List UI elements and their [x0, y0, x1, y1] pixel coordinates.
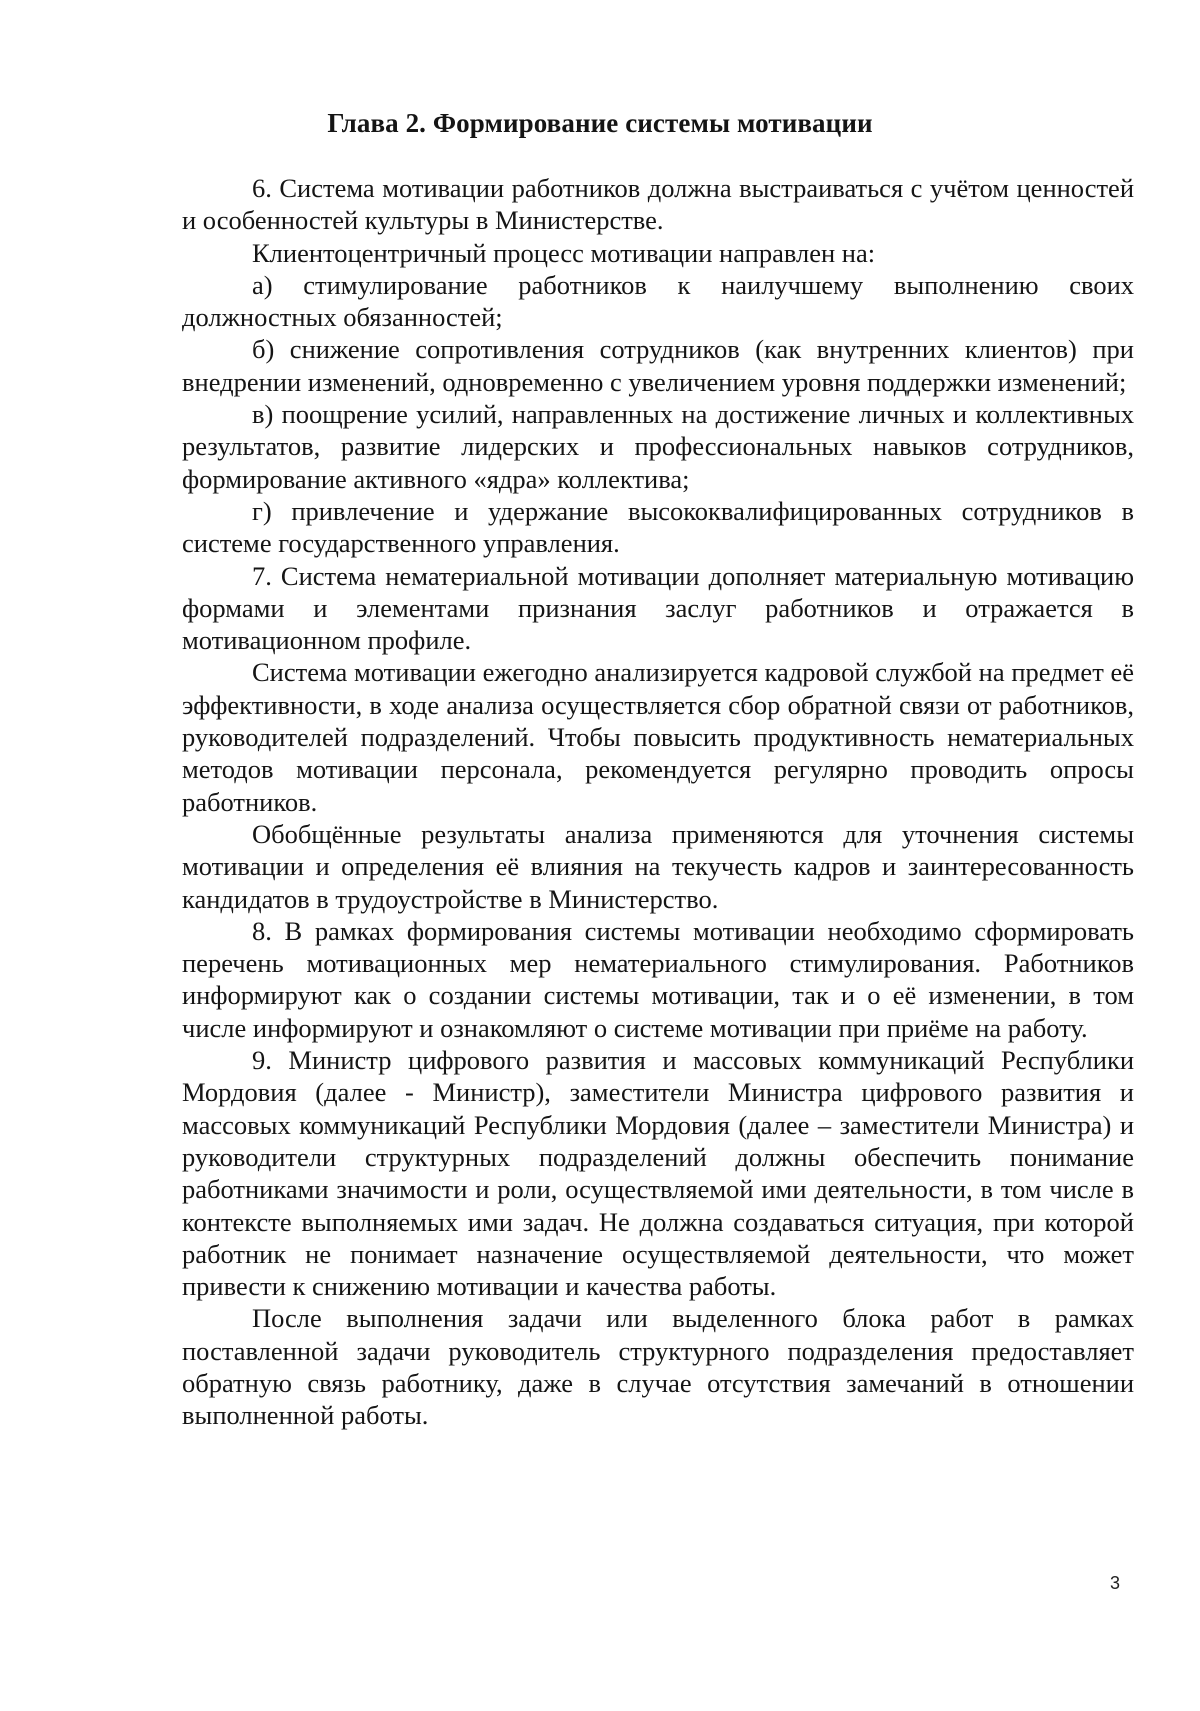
paragraph-9: 9. Министр цифрового развития и массовых коммуникаций Республики Мордовия (далее - Министр), заместители Министра цифрового развития и массовых коммуникаций Республики Мордовия (далее – заместители Министра) и руководители структурных подразделений должны обеспечить понимание работниками значимости и роли, осуществляемой ими деятельности, в том числе в контексте выполняемых ими задач. Не должна создаваться ситуация, при которой работник не понимает назначение осуществляемой деятельности, что может привести к снижению мотивации и качества работы. — [182, 1045, 1134, 1302]
paragraph-motivation-process: Клиентоцентричный процесс мотивации направлен на: — [252, 237, 876, 268]
paragraph-feedback: После выполнения задачи или выделенного блока работ в рамках поставленной задачи руководитель структурного подразделения предоставляет обратную связь работнику, даже в случае отсутствия замечаний в отношении выполненной работы. — [182, 1303, 1134, 1431]
paragraph-6: 6. Система мотивации работников должна выстраиваться с учётом ценностей и особенностей культуры в Министерстве. — [182, 173, 1134, 236]
chapter-heading: Глава 2. Формирование системы мотивации — [327, 108, 873, 138]
document-body — [182, 172, 1134, 1432]
list-item-b: б) снижение сопротивления сотрудников (как внутренних клиентов) при внедрении изменений, одновременно с увеличением уровня поддержки изменений; — [182, 334, 1134, 397]
page-number: 3 — [1110, 1573, 1121, 1593]
list-item-g: г) привлечение и удержание высококвалифицированных сотрудников в системе государственного управления. — [182, 495, 1134, 559]
paragraph-annual-analysis: Система мотивации ежегодно анализируется кадровой службой на предмет её эффективности, в ходе анализа осуществляется сбор обратной связи от работников, руководителей подразделений. Чтобы повысить продуктивность нематериальных методов мотивации персонала, рекомендуется регулярно проводить опросы работников. — [182, 657, 1134, 817]
paragraph-7: 7. Система нематериальной мотивации дополняет материальную мотивацию формами и элементами признания заслуг работников и отражается в мотивационном профиле. — [182, 560, 1134, 656]
paragraph-8: 8. В рамках формирования системы мотивации необходимо сформировать перечень мотивационных мер нематериального стимулирования. Работников информируют как о создании системы мотивации, так и о её изменении, в том числе информируют и ознакомляют о системе мотивации при приёме на работу. — [182, 915, 1134, 1043]
list-item-v: в) поощрение усилий, направленных на достижение личных и коллективных результатов, развитие лидерских и профессиональных навыков сотрудников, формирование активного «ядра» коллектива; — [182, 399, 1134, 494]
paragraph-analysis-results: Обобщённые результаты анализа применяются для уточнения системы мотивации и определения её влияния на текучесть кадров и заинтересованность кандидатов в трудоустройстве в Министерство. — [182, 818, 1134, 914]
list-item-a: а) стимулирование работников к наилучшему выполнению своих должностных обязанностей; — [182, 269, 1134, 333]
